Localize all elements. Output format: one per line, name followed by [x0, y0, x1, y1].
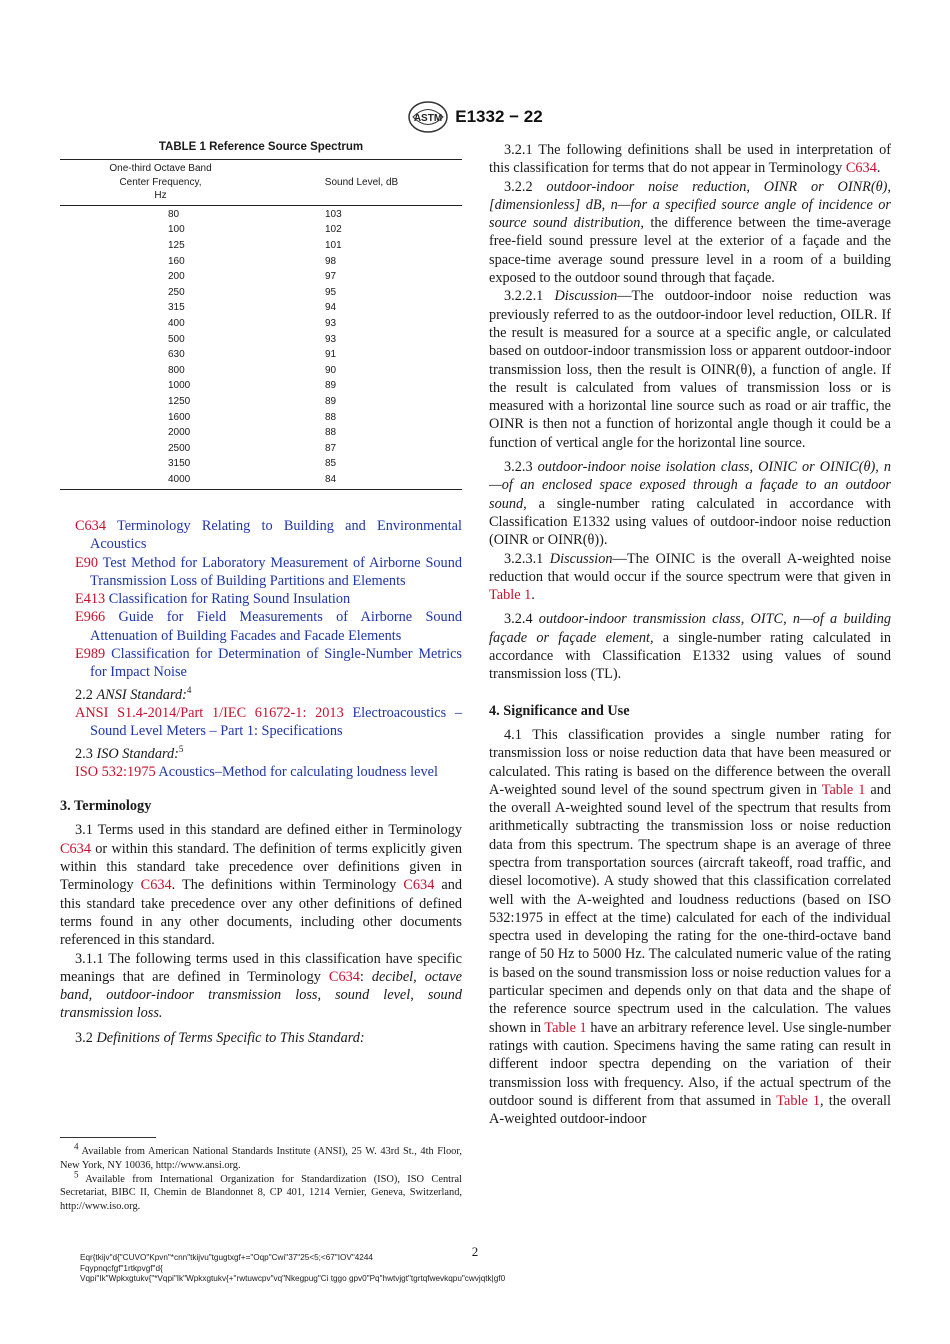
section-3-heading: 3. Terminology [60, 798, 152, 815]
frequency-cell: 3150 [168, 458, 191, 470]
reference-spectrum-table [60, 159, 462, 490]
frequency-cell: 1600 [168, 411, 191, 423]
footnote-rule [60, 1137, 156, 1138]
referenced-documents [60, 517, 462, 1047]
table-row [60, 394, 462, 410]
reference-item[interactable]: C634 Terminology Relating to Building and Environmental Acoustics [75, 518, 462, 553]
sound-level-cell: 90 [325, 364, 337, 376]
sound-level-cell: 97 [325, 271, 337, 283]
table-row [60, 363, 462, 379]
para-3-1-1: 3.1.1 The following terms used in this classification have specific meanings that are defined in Terminology C634: decibel, octave band, outdoor-indoor transmission loss, sound level, sound transmission loss. [60, 950, 463, 1022]
table-row [60, 269, 462, 285]
sound-level-cell: 93 [325, 317, 337, 329]
table-row [60, 300, 462, 316]
link-table-1[interactable]: Table 1 [544, 1019, 587, 1036]
frequency-cell: 630 [168, 349, 185, 361]
footnotes [60, 1141, 462, 1214]
para-3-2-1: 3.2.1 The following definitions shall be used in interpretation of this classification for terms that do not appear in Terminology C634. [489, 142, 891, 177]
sound-level-cell: 101 [325, 239, 342, 251]
sound-level-cell: 89 [325, 380, 337, 392]
link-table-1[interactable]: Table 1 [489, 587, 532, 604]
table-row [60, 238, 462, 254]
footnote-4: $^4$ Available from American National Standards Institute (ANSI), 25 W. 43rd St., 4th Floor, New York, NY 10036, http://www.ansi.org. [60, 1141, 462, 1171]
frequency-cell: 200 [168, 271, 185, 283]
para-3-2: 3.2 Definitions of Terms Specific to This Standard: [75, 1029, 365, 1046]
para-3-2-3-1: 3.2.3.1 Discussion—The OINIC is the overall A-weighted noise reduction that would occur if the source spectrum were that given in Table 1. [489, 550, 891, 604]
svg-text:ASTM: ASTM [414, 113, 443, 124]
document-id: E1332 − 22 [455, 107, 543, 126]
para-4-1: 4.1 This classification provides a single number rating for transmission loss or noise reduction data that have been measured or calculated. This rating is based on the difference between the overall A-weighted sound level of the sound spectrum given in Table 1 and the overall A-weighted sound level of the spectrum that results from arithmetically subtracting the transmission loss or noise reduction data from this spectrum. The spectrum shape is an average of three spectra from transportation sources (aircraft takeoff, road traffic, and diesel locomotive). A study showed that this classification correlated well with the A-weighted and loudness reductions (based on ISO 532:1975 in effect at the time) calculated for each of the individual spectra used in developing the rating for the one-third-octave band range of 50 Hz to 5000 Hz. The calculated numeric value of the rating is based on the sound transmission loss or noise reduction values for a particular specimen and depends only on that data and the shape of the reference source spectrum used in the calculation. The values shown in Table 1 have an arbitrary reference level. Use single-number ratings with caution. Specimens having the same rating can result in different indoor spectra depending on the variation of their transmission loss with frequency. Also, if the actual spectrum of the outdoor sound is different from that assumed in Table 1, the overall A-weighted outdoor-indoor [489, 726, 892, 1128]
license-footer: Eqr{tkijv"d{"CUVO"Kpvn"*cnn"tkijvu"tgugtxgf+="Oqp"Cwi"37"25<5;<67"IOV"4244 Fqypnqcfgf"1rtkpvgf"d{ Vqpi"Ik"Wpkxgtukv{"*Vqpi"Ik"Wpkxgtukv{+"rwtuwcpv"vq"Nkegpug"Ci tggo gpv0"Pq"hwtvjgt"tgrtqfwevkqpu"cwvjqtk|gf0 [80, 1253, 506, 1283]
sound-level-cell: 88 [325, 411, 337, 423]
link-table-1[interactable]: Table 1 [821, 781, 866, 798]
section-4-heading: 4. Significance and Use [489, 702, 630, 719]
frequency-cell: 400 [168, 317, 185, 329]
table-row [60, 205, 462, 222]
frequency-cell: 250 [168, 286, 185, 298]
sound-level-cell: 91 [325, 349, 337, 361]
page-number: 2 [471, 1244, 479, 1259]
sound-level-cell: 85 [325, 458, 337, 470]
link-c634[interactable]: C634 [403, 877, 435, 894]
table-row [60, 378, 462, 394]
para-3-2-4: 3.2.4 outdoor-indoor transmission class, OITC, n—of a building façade or façade element, a single-number rating calculated in accordance with Classification E1332 using values of sound transmission loss (TL). [489, 611, 892, 683]
frequency-cell: 80 [168, 208, 180, 220]
sound-level-cell: 94 [325, 302, 337, 314]
frequency-cell: 2000 [168, 427, 191, 439]
astm-refs [60, 517, 462, 682]
link-table-1[interactable]: Table 1 [776, 1092, 821, 1109]
table-row [60, 316, 462, 332]
table-row [60, 285, 462, 301]
frequency-cell: 125 [168, 239, 185, 251]
table-row [60, 222, 462, 238]
reference-item[interactable]: E989 Classification for Determination of Single-Number Metrics for Impact Noise [75, 646, 463, 681]
table-1 [60, 141, 462, 490]
sound-level-cell: 103 [325, 208, 342, 220]
link-c634[interactable]: C634 [60, 840, 91, 857]
ansi-ref[interactable]: ANSI S1.4-2014/Part 1/IEC 61672-1: 2013 Electroacoustics – Sound Level Meters – Part 1: Specifications [75, 704, 462, 740]
reference-item[interactable]: E90 Test Method for Laboratory Measurement of Airborne Sound Transmission Loss of Building Partitions and Elements [75, 554, 462, 589]
col-header-sound-level: Sound Level, dB [261, 160, 462, 206]
frequency-cell: 100 [168, 224, 185, 236]
para-3-1: 3.1 Terms used in this standard are defined either in Terminology C634 or within this standard. The definition of terms explicitly given within this standard take precedence over definitions given in Terminology C634. The definitions within Terminology C634 and this standard take precedence over any other definitions of defined terms found in any other documents, including other documents referenced in this standard. [60, 822, 463, 949]
table-row [60, 254, 462, 270]
frequency-cell: 2500 [168, 442, 191, 454]
sound-level-cell: 84 [261, 472, 462, 490]
table-row [60, 441, 462, 457]
sound-level-cell: 87 [325, 442, 337, 454]
section-2-3: 2.3 ISO Standard:$^5$ [75, 743, 184, 762]
frequency-cell: 315 [168, 302, 185, 314]
section-2-2: 2.2 ANSI Standard:$^4$ [75, 684, 192, 703]
frequency-cell: 4000 [60, 472, 261, 490]
footnote-5: $^5$ Available from International Organization for Standardization (ISO), ISO Central Secretariat, BIBC II, Chemin de Blandonnet 8, CP 401, 1214 Vernier, Geneva, Switzerland, http://www.iso.org. [60, 1169, 462, 1213]
table-row [60, 347, 462, 363]
reference-item[interactable]: E413 Classification for Rating Sound Insulation [75, 591, 351, 608]
table-row [60, 332, 462, 348]
link-c634[interactable]: C634 [328, 968, 360, 985]
sound-level-cell: 88 [325, 427, 337, 439]
table-caption: TABLE 1 Reference Source Spectrum [158, 141, 364, 153]
table-row [60, 472, 462, 490]
frequency-cell: 160 [168, 255, 185, 267]
para-3-2-2: 3.2.2 outdoor-indoor noise reduction, OINR or OINR(θ), [dimensionless] dB, n—for a specified source angle of incidence or source sound distribution, the difference between the time-average free-field sound pressure level at the exterior of a façade and the space-time average sound pressure level in a room of a building exposed to the outdoor sound through that façade. [489, 178, 891, 287]
frequency-cell: 800 [168, 364, 185, 376]
reference-item[interactable]: E966 Guide for Field Measurements of Airborne Sound Attenuation of Building Facades and Facade Elements [75, 609, 462, 644]
frequency-cell: 1250 [168, 395, 191, 407]
iso-ref[interactable]: ISO 532:1975 Acoustics–Method for calculating loudness level [75, 763, 438, 780]
para-3-2-3: 3.2.3 outdoor-indoor noise isolation class, OINIC or OINIC(θ), n—of an enclosed space exposed through a façade to an outdoor sound, a single-number rating calculated in accordance with Classification E1332 using values of outdoor-indoor noise reduction (OINR or OINR(θ)). [489, 459, 891, 549]
table-row [60, 425, 462, 441]
sound-level-cell: 95 [325, 286, 337, 298]
frequency-cell: 1000 [168, 380, 191, 392]
link-c634[interactable]: C634 [845, 160, 877, 177]
sound-level-cell: 98 [325, 255, 337, 267]
table-row [60, 456, 462, 472]
page-header [0, 100, 950, 134]
link-c634[interactable]: C634 [140, 877, 172, 894]
sound-level-cell: 93 [325, 333, 337, 345]
astm-logo-icon [407, 100, 449, 134]
para-3-2-2-1: 3.2.2.1 Discussion—The outdoor-indoor noise reduction was previously referred to as the outdoor-indoor level reduction, OILR. If the result is measured for a source at a specific angle, or calculated based on outdoor-indoor transmission loss or apparent outdoor-indoor transmission loss, then the result is OINR(θ), a function of angle. If the result is calculated from values of transmission loss or is measured with a horizontal line source such as road or air traffic, the OINR is then not a function of horizontal angle though it could be a function of vertical angle for the horizontal line source. [489, 288, 891, 451]
table-body [60, 205, 462, 490]
table-row [60, 410, 462, 426]
right-column [489, 141, 891, 1128]
sound-level-cell: 89 [325, 395, 337, 407]
col-header-frequency: One-third Octave Band Center Frequency, Hz [60, 160, 261, 206]
sound-level-cell: 102 [325, 224, 342, 236]
frequency-cell: 500 [168, 333, 185, 345]
